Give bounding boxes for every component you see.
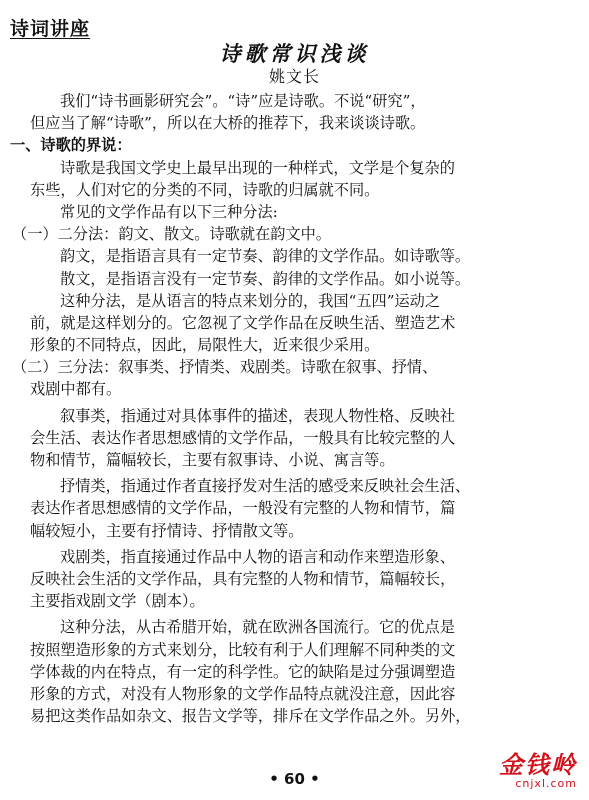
text-line: 主要指戏剧文学（剧本）。 [30, 592, 205, 611]
page-number: • 60 • [269, 770, 320, 788]
section-header: 诗词讲座 [10, 18, 91, 40]
text-line: 但应当了解“诗歌”，所以在大桥的推荐下，我来谈谈诗歌。 [30, 114, 426, 133]
section-heading: 一、诗歌的界说： [10, 136, 132, 155]
text-line: 这种分法，从古希腊开始，就在欧洲各国流行。它的优点是 [60, 618, 455, 637]
subsection-heading: （二）三分法：叙事类、抒情类、戏剧类。诗歌在叙事、抒情、 [12, 358, 438, 377]
text-line: 韵文，是指语言具有一定节奏、韵律的文学作品。如诗歌等。 [60, 247, 471, 266]
article-body [10, 90, 575, 727]
text-line: 幅较短小，主要有抒情诗、抒情散文等。 [30, 521, 304, 540]
watermark-logo [457, 752, 577, 796]
article-title: 诗歌常识浅谈 [219, 41, 370, 66]
text-line: 易把这类作品如杂文、报告文学等，排斥在文学作品之外。另外， [30, 707, 471, 726]
text-line: 散文，是指语言没有一定节奏、韵律的文学作品。如小说等。 [60, 269, 471, 288]
subsection-heading: （一）二分法：韵文、散文。诗歌就在韵文中。 [12, 225, 331, 244]
text-line: 反映社会生活的文学作品，具有完整的人物和情节，篇幅较长， [30, 569, 456, 588]
text-line: 戏剧类，指直接通过作品中人物的语言和动作来塑造形象、 [60, 547, 455, 566]
text-line: 叙事类，指通过对具体事件的描述，表现人物性格、反映社 [60, 406, 455, 425]
text-line: 东些，人们对它的分类的不同，诗歌的归属就不同。 [30, 180, 380, 199]
watermark-domain: cnjxl.com [515, 777, 577, 790]
text-line: 这种分法，是从语言的特点来划分的，我国“五四”运动之 [60, 291, 441, 310]
text-line: 诗歌是我国文学史上最早出现的一种样式，文学是个复杂的 [60, 158, 455, 177]
article-author: 姚文长 [268, 67, 320, 86]
text-line: 抒情类，指通过作者直接抒发对生活的感受来反映社会生活、 [60, 477, 471, 496]
text-line: 戏剧中都有。 [30, 380, 122, 399]
text-line: 学体裁的内在特点，有一定的科学性。它的缺陷是过分强调塑造 [30, 662, 456, 681]
watermark-brand: 金钱岭 [499, 750, 577, 779]
text-line: 我们“诗书画影研究会”。“诗”应是诗歌。不说“研究”， [60, 92, 426, 110]
text-line: 前，就是这样划分的。它忽视了文学作品在反映生活、塑造艺术 [30, 313, 456, 332]
text-line: 物和情节，篇幅较长，主要有叙事诗、小说、寓言等。 [30, 451, 395, 469]
text-line: 按照塑造形象的方式来划分，比较有利于人们理解不同种类的文 [30, 640, 456, 659]
text-line: 常见的文学作品有以下三种分法: [60, 202, 278, 221]
text-line: 形象的不同特点，因此，局限性大，近来很少采用。 [30, 336, 380, 355]
text-line: 表达作者思想感情的文学作品，一般没有完整的人物和情节，篇 [30, 499, 456, 518]
text-line: 形象的方式，对没有人物形象的文学作品特点就没注意，因此容 [30, 684, 456, 703]
text-line: 会生活、表达作者思想感情的文学作品，一般具有比较完整的人 [30, 428, 456, 447]
